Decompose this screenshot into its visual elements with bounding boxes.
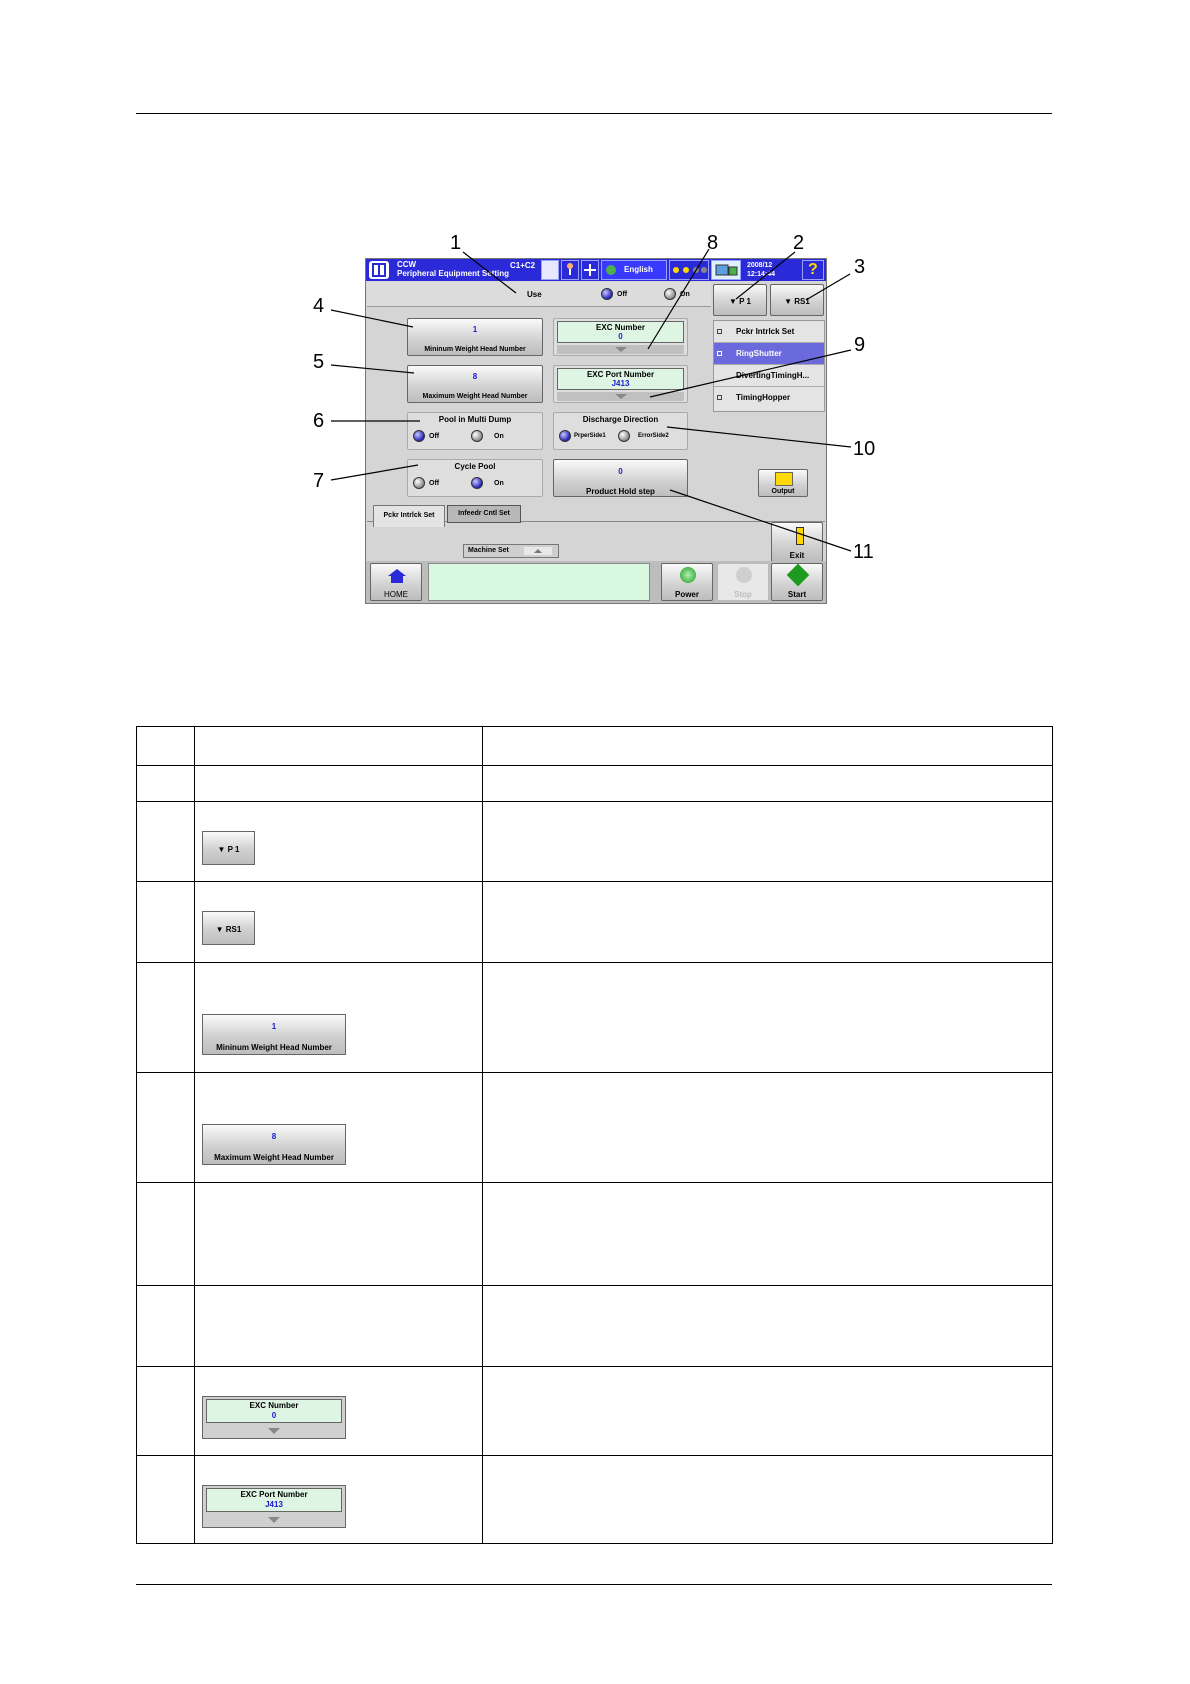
exc-number-image (202, 1396, 346, 1439)
exc-number-label: EXC Number (596, 323, 645, 332)
list-item-label: TimingHopper (736, 393, 791, 402)
callout-1: 1 (450, 232, 462, 254)
callout-9: 9 (854, 334, 866, 356)
rs-button-image-label: ▼ RS1 (215, 925, 242, 934)
table-row (137, 766, 1053, 802)
callout-2: 2 (793, 232, 805, 254)
table-row (137, 882, 1053, 963)
machine-set-label: Machine Set (468, 547, 509, 554)
pool-multi-dump-label: Pool in Multi Dump (438, 415, 512, 424)
table-row (137, 1367, 1053, 1456)
p1-button-image-label: ▼ P 1 (217, 845, 240, 854)
home-label: HOME (384, 590, 408, 599)
list-item-label: RingShutter (736, 349, 782, 358)
min-weight-image-label: Mininum Weight Head Number (216, 1043, 332, 1052)
max-weight-image (202, 1124, 346, 1165)
title-code: C1+C2 (510, 261, 536, 270)
output-label: Output (771, 488, 795, 495)
callout-10: 10 (853, 438, 876, 460)
callout-6: 6 (313, 410, 325, 432)
exc-port-image-value: J413 (265, 1500, 283, 1509)
table-row (137, 963, 1053, 1073)
table-row (137, 1183, 1053, 1286)
power-label: Power (674, 590, 699, 599)
callout-3: 3 (854, 256, 866, 278)
exc-port-image-label: EXC Port Number (240, 1490, 308, 1499)
exc-port-label: EXC Port Number (586, 370, 655, 379)
table-row (137, 802, 1053, 882)
callout-4: 4 (313, 295, 325, 317)
tab-pckr-intrlck-label: Pckr Intrlck Set (383, 512, 435, 519)
max-weight-label: Maximum Weight Head Number (422, 393, 528, 400)
cycle-pool-off-label: Off (429, 480, 440, 487)
exc-number-value: 0 (618, 332, 623, 341)
exc-number-image-value: 0 (271, 1411, 277, 1420)
pool-off-label: Off (429, 433, 440, 440)
list-item-label: DivertingTimingH... (736, 371, 810, 380)
pool-on-label: On (494, 433, 504, 440)
use-on-label: On (680, 291, 690, 298)
help-glyph: ? (808, 261, 818, 278)
tab-infeedr-cntl-label: Infeedr Cntl Set (458, 510, 510, 517)
callout-11: 11 (853, 541, 874, 563)
product-hold-value: 0 (618, 467, 623, 476)
p1-button-image (202, 831, 255, 865)
p1-label: ▼ P 1 (728, 297, 751, 306)
exit-label: Exit (789, 551, 805, 560)
table-header-row (137, 727, 1053, 766)
stop-label: Stop (734, 590, 752, 599)
language-label: English (624, 265, 653, 274)
min-weight-value: 1 (472, 325, 478, 334)
rs-label: ▼ RS1 (784, 297, 810, 306)
callout-5: 5 (313, 351, 325, 373)
max-weight-value: 8 (472, 372, 478, 381)
cycle-pool-label: Cycle Pool (454, 462, 496, 471)
use-off-label: Off (617, 291, 628, 298)
product-hold-label: Product Hold step (586, 487, 655, 496)
use-label: Use (527, 290, 542, 299)
min-weight-image-value: 1 (271, 1022, 277, 1031)
min-weight-image (202, 1014, 346, 1055)
cycle-pool-on-label: On (494, 480, 504, 487)
table-row (137, 1073, 1053, 1183)
max-weight-image-label: Maximum Weight Head Number (214, 1153, 334, 1162)
dropdown-arrow-icon (203, 1425, 345, 1437)
max-weight-image-value: 8 (271, 1132, 277, 1141)
time-label: 12:14:44 (747, 271, 776, 278)
exc-port-value: J413 (611, 379, 630, 388)
callout-7: 7 (313, 470, 325, 492)
list-item-label: Pckr Intrlck Set (736, 327, 795, 336)
rs-button-image (202, 911, 255, 945)
table-row (137, 1456, 1053, 1544)
discharge-direction-label: Discharge Direction (582, 415, 659, 424)
discharge-error-label: ErrorSide2 (638, 433, 669, 439)
title-ccw: CCW (397, 260, 417, 269)
exc-number-image-label: EXC Number (249, 1401, 299, 1410)
callout-lines (0, 0, 1190, 700)
description-table (136, 726, 1053, 1544)
min-weight-label: Mininum Weight Head Number (424, 346, 526, 353)
page-title: Peripheral Equipment Setting (397, 269, 510, 278)
start-label: Start (787, 590, 807, 599)
dropdown-arrow-icon (203, 1514, 345, 1526)
discharge-proper-label: PrperSide1 (574, 433, 606, 439)
table-row (137, 1286, 1053, 1367)
callout-8: 8 (707, 232, 719, 254)
date-label: 2008/12 (747, 262, 773, 269)
footer-rule (136, 1584, 1052, 1585)
exc-port-image (202, 1485, 346, 1528)
